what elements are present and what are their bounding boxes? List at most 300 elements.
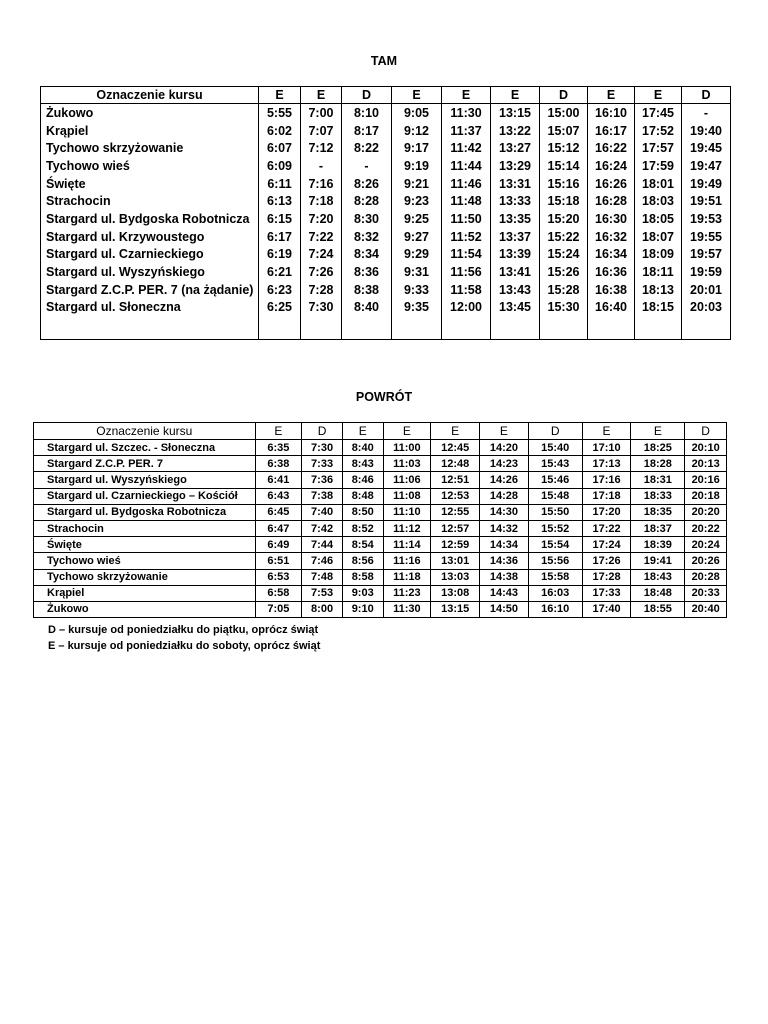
- departure-time: 13:31: [491, 175, 540, 193]
- departure-time: 14:36: [480, 553, 529, 569]
- empty-cell: [540, 316, 588, 340]
- empty-cell: [635, 316, 682, 340]
- course-type: D: [342, 87, 392, 104]
- departure-time: 9:05: [392, 104, 442, 122]
- departure-time: 17:33: [582, 585, 631, 601]
- table-row: [34, 520, 727, 536]
- departure-time: 7:12: [301, 139, 342, 157]
- departure-time: 11:00: [383, 440, 431, 456]
- departure-time: 7:07: [301, 122, 342, 140]
- departure-time: 11:50: [442, 210, 491, 228]
- departure-time: 11:16: [383, 553, 431, 569]
- departure-time: -: [301, 157, 342, 175]
- departure-time: 7:30: [301, 299, 342, 317]
- departure-time: 16:26: [588, 175, 635, 193]
- departure-time: 18:37: [631, 520, 685, 536]
- departure-time: 7:28: [301, 281, 342, 299]
- departure-time: 13:15: [431, 601, 480, 617]
- departure-time: 6:47: [255, 520, 302, 536]
- course-type: E: [301, 87, 342, 104]
- departure-time: 6:21: [259, 263, 301, 281]
- departure-time: 7:40: [302, 504, 343, 520]
- departure-time: 7:18: [301, 192, 342, 210]
- departure-time: 19:57: [682, 246, 731, 264]
- departure-time: 7:33: [302, 456, 343, 472]
- departure-time: 8:17: [342, 122, 392, 140]
- course-type: E: [431, 423, 480, 440]
- departure-time: 17:13: [582, 456, 631, 472]
- empty-cell: [41, 316, 259, 340]
- departure-time: 14:30: [480, 504, 529, 520]
- departure-time: 13:03: [431, 569, 480, 585]
- departure-time: 17:10: [582, 440, 631, 456]
- departure-time: 12:00: [442, 299, 491, 317]
- departure-time: 15:52: [528, 520, 582, 536]
- table-row: [41, 175, 731, 193]
- stop-name: Krąpiel: [41, 122, 259, 140]
- departure-time: 15:30: [540, 299, 588, 317]
- departure-time: 17:18: [582, 488, 631, 504]
- departure-time: 11:46: [442, 175, 491, 193]
- departure-time: 11:42: [442, 139, 491, 157]
- course-label-header: Oznaczenie kursu: [34, 423, 256, 440]
- departure-time: 15:24: [540, 246, 588, 264]
- departure-time: 8:56: [342, 553, 383, 569]
- departure-time: 5:55: [259, 104, 301, 122]
- departure-time: 11:03: [383, 456, 431, 472]
- departure-time: 15:20: [540, 210, 588, 228]
- departure-time: 15:28: [540, 281, 588, 299]
- departure-time: 6:23: [259, 281, 301, 299]
- departure-time: 17:40: [582, 601, 631, 617]
- course-type: D: [528, 423, 582, 440]
- table-row: [34, 553, 727, 569]
- departure-time: 15:54: [528, 537, 582, 553]
- departure-time: 6:02: [259, 122, 301, 140]
- departure-time: 20:10: [685, 440, 727, 456]
- departure-time: 16:10: [588, 104, 635, 122]
- stop-name: Strachocin: [41, 192, 259, 210]
- course-type: E: [588, 87, 635, 104]
- departure-time: 15:40: [528, 440, 582, 456]
- departure-time: 12:48: [431, 456, 480, 472]
- departure-time: 6:13: [259, 192, 301, 210]
- departure-time: 17:52: [635, 122, 682, 140]
- departure-time: 8:48: [342, 488, 383, 504]
- departure-time: 20:18: [685, 488, 727, 504]
- departure-time: 11:44: [442, 157, 491, 175]
- departure-time: 13:27: [491, 139, 540, 157]
- stop-name: Tychowo wieś: [34, 553, 256, 569]
- departure-time: 17:26: [582, 553, 631, 569]
- departure-time: 15:43: [528, 456, 582, 472]
- departure-time: 16:17: [588, 122, 635, 140]
- section-title-powrot: POWRÓT: [355, 390, 413, 404]
- departure-time: 13:22: [491, 122, 540, 140]
- departure-time: 9:19: [392, 157, 442, 175]
- departure-time: 20:24: [685, 537, 727, 553]
- departure-time: 9:12: [392, 122, 442, 140]
- course-type: E: [392, 87, 442, 104]
- departure-time: 18:15: [635, 299, 682, 317]
- departure-time: 6:43: [255, 488, 302, 504]
- table-row: [34, 537, 727, 553]
- departure-time: 7:22: [301, 228, 342, 246]
- course-type: D: [540, 87, 588, 104]
- departure-time: 11:37: [442, 122, 491, 140]
- departure-time: 18:05: [635, 210, 682, 228]
- departure-time: 20:16: [685, 472, 727, 488]
- departure-time: 9:03: [342, 585, 383, 601]
- table-spacer-row: [41, 316, 731, 340]
- course-type: E: [631, 423, 685, 440]
- departure-time: 13:33: [491, 192, 540, 210]
- departure-time: 13:41: [491, 263, 540, 281]
- course-label-header: Oznaczenie kursu: [41, 87, 259, 104]
- departure-time: 19:51: [682, 192, 731, 210]
- departure-time: 14:28: [480, 488, 529, 504]
- course-type: E: [259, 87, 301, 104]
- departure-time: 14:32: [480, 520, 529, 536]
- departure-time: -: [682, 104, 731, 122]
- departure-time: 18:31: [631, 472, 685, 488]
- departure-time: 7:30: [302, 440, 343, 456]
- course-type: E: [383, 423, 431, 440]
- departure-time: 11:30: [383, 601, 431, 617]
- stop-name: Święte: [41, 175, 259, 193]
- departure-time: 20:03: [682, 299, 731, 317]
- stop-name: Stargard Z.C.P. PER. 7 (na żądanie): [41, 281, 259, 299]
- departure-time: 17:57: [635, 139, 682, 157]
- departure-time: 11:10: [383, 504, 431, 520]
- departure-time: 13:01: [431, 553, 480, 569]
- departure-time: 6:53: [255, 569, 302, 585]
- departure-time: 8:40: [342, 440, 383, 456]
- departure-time: 9:21: [392, 175, 442, 193]
- departure-time: 7:36: [302, 472, 343, 488]
- departure-time: 11:58: [442, 281, 491, 299]
- course-type: E: [442, 87, 491, 104]
- departure-time: 20:20: [685, 504, 727, 520]
- departure-time: 7:53: [302, 585, 343, 601]
- departure-time: 8:38: [342, 281, 392, 299]
- table-row: [34, 488, 727, 504]
- departure-time: 11:52: [442, 228, 491, 246]
- departure-time: 17:16: [582, 472, 631, 488]
- departure-time: 16:38: [588, 281, 635, 299]
- departure-time: 18:55: [631, 601, 685, 617]
- empty-cell: [342, 316, 392, 340]
- departure-time: 15:26: [540, 263, 588, 281]
- departure-time: 17:45: [635, 104, 682, 122]
- departure-time: 6:58: [255, 585, 302, 601]
- departure-time: 18:39: [631, 537, 685, 553]
- departure-time: 7:42: [302, 520, 343, 536]
- departure-time: 14:34: [480, 537, 529, 553]
- departure-time: 18:01: [635, 175, 682, 193]
- table-row: [41, 228, 731, 246]
- departure-time: 15:56: [528, 553, 582, 569]
- departure-time: 18:35: [631, 504, 685, 520]
- departure-time: 13:15: [491, 104, 540, 122]
- stop-name: Stargard ul. Wyszyńskiego: [34, 472, 256, 488]
- departure-time: 6:45: [255, 504, 302, 520]
- table-row: [41, 246, 731, 264]
- course-type: E: [255, 423, 302, 440]
- departure-time: 9:33: [392, 281, 442, 299]
- table-row: [34, 585, 727, 601]
- departure-time: 8:46: [342, 472, 383, 488]
- departure-time: 11:23: [383, 585, 431, 601]
- departure-time: 14:43: [480, 585, 529, 601]
- departure-time: 20:33: [685, 585, 727, 601]
- departure-time: 19:47: [682, 157, 731, 175]
- departure-time: 13:39: [491, 246, 540, 264]
- table-row: [41, 104, 731, 122]
- departure-time: 7:38: [302, 488, 343, 504]
- departure-time: 15:16: [540, 175, 588, 193]
- departure-time: 16:40: [588, 299, 635, 317]
- departure-time: 19:45: [682, 139, 731, 157]
- departure-time: 9:17: [392, 139, 442, 157]
- stop-name: Stargard ul. Szczec. - Słoneczna: [34, 440, 256, 456]
- legend-notes: [48, 622, 320, 654]
- departure-time: 16:28: [588, 192, 635, 210]
- departure-time: 11:54: [442, 246, 491, 264]
- departure-time: 20:22: [685, 520, 727, 536]
- departure-time: 11:14: [383, 537, 431, 553]
- departure-time: 15:50: [528, 504, 582, 520]
- departure-time: 8:00: [302, 601, 343, 617]
- departure-time: 16:36: [588, 263, 635, 281]
- departure-time: 11:12: [383, 520, 431, 536]
- departure-time: 19:55: [682, 228, 731, 246]
- departure-time: 20:13: [685, 456, 727, 472]
- course-type: E: [480, 423, 529, 440]
- departure-time: 6:41: [255, 472, 302, 488]
- departure-time: 19:41: [631, 553, 685, 569]
- empty-cell: [588, 316, 635, 340]
- departure-time: 12:57: [431, 520, 480, 536]
- departure-time: 6:11: [259, 175, 301, 193]
- table-row: [34, 504, 727, 520]
- departure-time: 13:45: [491, 299, 540, 317]
- table-row: [34, 440, 727, 456]
- departure-time: 6:07: [259, 139, 301, 157]
- note-d: D – kursuje od poniedziałku do piątku, oprócz świąt: [48, 624, 319, 636]
- departure-time: 15:12: [540, 139, 588, 157]
- departure-time: 6:09: [259, 157, 301, 175]
- departure-time: 15:00: [540, 104, 588, 122]
- departure-time: 18:03: [635, 192, 682, 210]
- departure-time: 18:13: [635, 281, 682, 299]
- departure-time: 16:22: [588, 139, 635, 157]
- table-row: [34, 569, 727, 585]
- departure-time: 13:35: [491, 210, 540, 228]
- departure-time: 7:16: [301, 175, 342, 193]
- departure-time: 17:28: [582, 569, 631, 585]
- departure-time: 9:29: [392, 246, 442, 264]
- departure-time: 11:18: [383, 569, 431, 585]
- departure-time: 8:34: [342, 246, 392, 264]
- departure-time: 14:26: [480, 472, 529, 488]
- departure-time: 8:52: [342, 520, 383, 536]
- course-type: D: [302, 423, 343, 440]
- departure-time: 7:24: [301, 246, 342, 264]
- departure-time: 9:23: [392, 192, 442, 210]
- stop-name: Stargard ul. Krzywoustego: [41, 228, 259, 246]
- departure-time: 6:51: [255, 553, 302, 569]
- table-row: [34, 472, 727, 488]
- departure-time: 8:40: [342, 299, 392, 317]
- departure-time: 13:29: [491, 157, 540, 175]
- stop-name: Tychowo wieś: [41, 157, 259, 175]
- departure-time: 7:20: [301, 210, 342, 228]
- course-type: E: [635, 87, 682, 104]
- course-type: E: [342, 423, 383, 440]
- departure-time: 6:15: [259, 210, 301, 228]
- departure-time: 14:20: [480, 440, 529, 456]
- departure-time: 12:45: [431, 440, 480, 456]
- stop-name: Tychowo skrzyżowanie: [34, 569, 256, 585]
- departure-time: 18:11: [635, 263, 682, 281]
- stop-name: Żukowo: [41, 104, 259, 122]
- departure-time: 9:31: [392, 263, 442, 281]
- departure-time: 17:20: [582, 504, 631, 520]
- departure-time: 16:10: [528, 601, 582, 617]
- departure-time: 19:40: [682, 122, 731, 140]
- stop-name: Stargard Z.C.P. PER. 7: [34, 456, 256, 472]
- section-title-tam: TAM: [370, 54, 398, 68]
- departure-time: 19:59: [682, 263, 731, 281]
- stop-name: Stargard ul. Słoneczna: [41, 299, 259, 317]
- departure-time: 11:30: [442, 104, 491, 122]
- stop-name: Święte: [34, 537, 256, 553]
- departure-time: 15:07: [540, 122, 588, 140]
- departure-time: 19:49: [682, 175, 731, 193]
- departure-time: 14:38: [480, 569, 529, 585]
- departure-time: 18:28: [631, 456, 685, 472]
- departure-time: 15:48: [528, 488, 582, 504]
- empty-cell: [682, 316, 731, 340]
- timetable-tam: [40, 86, 731, 340]
- stop-name: Strachocin: [34, 520, 256, 536]
- departure-time: 7:44: [302, 537, 343, 553]
- departure-time: 11:56: [442, 263, 491, 281]
- header-row: [34, 423, 727, 440]
- departure-time: 12:53: [431, 488, 480, 504]
- departure-time: 18:48: [631, 585, 685, 601]
- departure-time: 6:35: [255, 440, 302, 456]
- departure-time: 16:30: [588, 210, 635, 228]
- departure-time: 12:51: [431, 472, 480, 488]
- table-row: [41, 263, 731, 281]
- departure-time: 8:58: [342, 569, 383, 585]
- stop-name: Żukowo: [34, 601, 256, 617]
- departure-time: 15:18: [540, 192, 588, 210]
- course-type: E: [582, 423, 631, 440]
- header-row: [41, 87, 731, 104]
- course-type: E: [491, 87, 540, 104]
- departure-time: 18:43: [631, 569, 685, 585]
- empty-cell: [301, 316, 342, 340]
- stop-name: Stargard ul. Czarnieckiego: [41, 246, 259, 264]
- note-e: E – kursuje od poniedziałku do soboty, oprócz świąt: [48, 640, 321, 652]
- departure-time: 9:27: [392, 228, 442, 246]
- empty-cell: [392, 316, 442, 340]
- departure-time: 6:38: [255, 456, 302, 472]
- departure-time: 18:07: [635, 228, 682, 246]
- departure-time: 8:43: [342, 456, 383, 472]
- departure-time: 8:30: [342, 210, 392, 228]
- stop-name: Stargard ul. Wyszyńskiego: [41, 263, 259, 281]
- departure-time: 15:14: [540, 157, 588, 175]
- stop-name: Stargard ul. Czarnieckiego – Kościół: [34, 488, 256, 504]
- departure-time: 14:23: [480, 456, 529, 472]
- departure-time: 16:24: [588, 157, 635, 175]
- empty-cell: [491, 316, 540, 340]
- departure-time: 7:48: [302, 569, 343, 585]
- departure-time: 7:46: [302, 553, 343, 569]
- departure-time: 16:34: [588, 246, 635, 264]
- table-row: [41, 122, 731, 140]
- departure-time: 8:54: [342, 537, 383, 553]
- stop-name: Krąpiel: [34, 585, 256, 601]
- departure-time: 20:01: [682, 281, 731, 299]
- departure-time: 8:36: [342, 263, 392, 281]
- departure-time: 6:17: [259, 228, 301, 246]
- departure-time: 20:26: [685, 553, 727, 569]
- departure-time: 16:03: [528, 585, 582, 601]
- departure-time: 15:46: [528, 472, 582, 488]
- table-row: [41, 157, 731, 175]
- departure-time: 8:26: [342, 175, 392, 193]
- departure-time: 20:28: [685, 569, 727, 585]
- empty-cell: [259, 316, 301, 340]
- empty-cell: [442, 316, 491, 340]
- departure-time: -: [342, 157, 392, 175]
- departure-time: 18:25: [631, 440, 685, 456]
- departure-time: 16:32: [588, 228, 635, 246]
- course-type: D: [685, 423, 727, 440]
- departure-time: 7:05: [255, 601, 302, 617]
- departure-time: 13:08: [431, 585, 480, 601]
- departure-time: 8:10: [342, 104, 392, 122]
- departure-time: 8:32: [342, 228, 392, 246]
- departure-time: 8:50: [342, 504, 383, 520]
- departure-time: 7:26: [301, 263, 342, 281]
- table-row: [41, 281, 731, 299]
- departure-time: 11:06: [383, 472, 431, 488]
- departure-time: 12:59: [431, 537, 480, 553]
- departure-time: 14:50: [480, 601, 529, 617]
- departure-time: 13:37: [491, 228, 540, 246]
- departure-time: 18:33: [631, 488, 685, 504]
- departure-time: 8:22: [342, 139, 392, 157]
- departure-time: 11:48: [442, 192, 491, 210]
- departure-time: 11:08: [383, 488, 431, 504]
- departure-time: 15:58: [528, 569, 582, 585]
- table-row: [34, 601, 727, 617]
- departure-time: 9:25: [392, 210, 442, 228]
- departure-time: 17:59: [635, 157, 682, 175]
- departure-time: 6:19: [259, 246, 301, 264]
- table-row: [41, 299, 731, 317]
- course-type: D: [682, 87, 731, 104]
- departure-time: 19:53: [682, 210, 731, 228]
- timetable-powrot: [33, 422, 727, 618]
- departure-time: 20:40: [685, 601, 727, 617]
